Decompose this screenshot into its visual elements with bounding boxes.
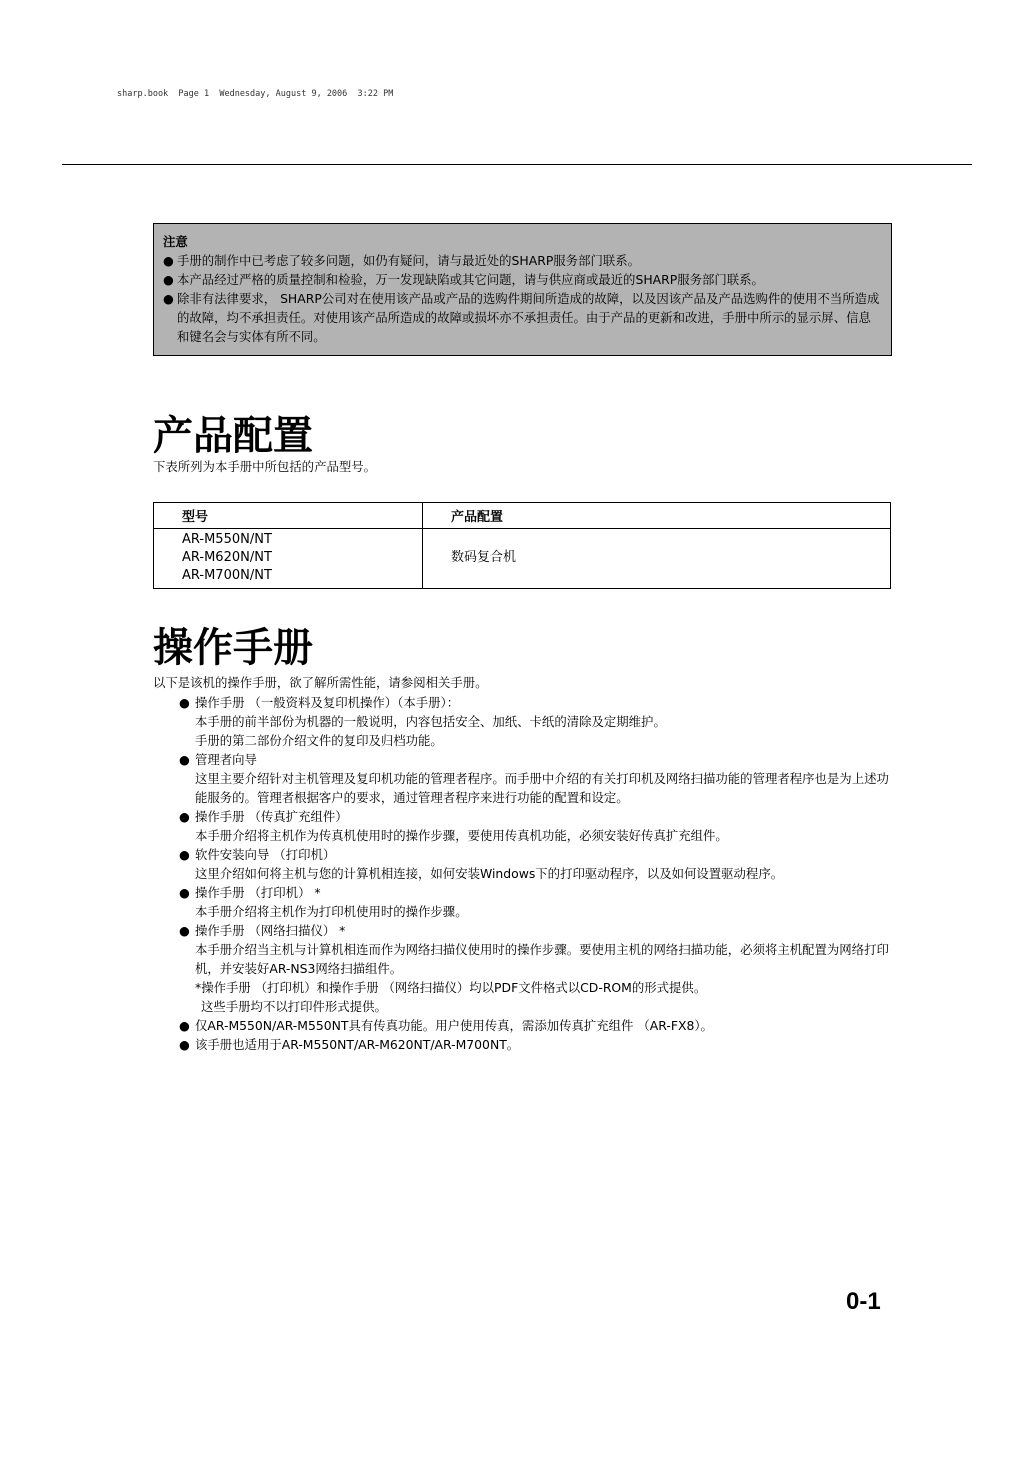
- model-name: AR-M620N/NT: [182, 550, 272, 565]
- notice-item: [163, 289, 883, 346]
- list-item: [179, 883, 891, 902]
- config-intro: 下表所列为本手册中所包括的产品型号。: [153, 459, 377, 474]
- notice-title: 注意: [163, 234, 188, 249]
- list-item: [179, 750, 891, 769]
- book-header-meta: sharp.book Page 1 Wednesday, August 9, 2006 3:22 PM: [117, 89, 394, 99]
- bullet-icon: ●: [179, 923, 190, 938]
- notice-box: [153, 223, 892, 356]
- manual-title: 操作手册 （网络扫描仪） *: [195, 923, 346, 938]
- manual-description: 本手册介绍将主机作为传真机使用时的操作步骤，要使用传真机功能，必须安装好传真扩充组件。: [195, 828, 728, 843]
- manual-title: 操作手册 （一般资料及复印机操作）（本手册）：: [195, 695, 460, 710]
- column-header-config: 产品配置: [423, 503, 891, 529]
- notice-item-text: 本产品经过严格的质量控制和检验，万一发现缺陷或其它问题，请与供应商或最近的SHARP服务部门联系。: [177, 272, 764, 287]
- notice-item-text: 除非有法律要求， SHARP公司对在使用该产品或产品的选购件期间所造成的故障，以及因该产品及产品选购件的使用不当所造成的故障，均不承担责任。对使用该产品所造成的故障或损坏亦不承担责任。由于产品的更新和改进，手册中所示的显示屏、信息和键名会与实体有所不同。: [177, 291, 880, 344]
- list-item: [179, 1016, 891, 1035]
- manual-title: 操作手册 （传真扩充组件）: [195, 809, 348, 824]
- bullet-icon: ●: [179, 752, 190, 767]
- manual-description: 本手册介绍当主机与计算机相连而作为网络扫描仪使用时的操作步骤。要使用主机的网络扫描功能，必须将主机配置为网络打印机，并安装好AR-NS3网络扫描组件。: [195, 942, 889, 976]
- model-name: AR-M550N/NT: [182, 532, 272, 547]
- bullet-icon: ●: [179, 1037, 190, 1052]
- manual-description: 本手册的前半部份为机器的一般说明，内容包括安全、加纸、卡纸的清除及定期维护。: [195, 714, 666, 729]
- model-table: [153, 502, 891, 589]
- bullet-icon: ●: [179, 847, 190, 862]
- list-item: [179, 807, 891, 826]
- manual-title: 管理者向导: [195, 752, 257, 767]
- configuration-cell: 数码复合机: [423, 529, 891, 589]
- bullet-icon: ●: [179, 1018, 190, 1033]
- model-list-cell: [154, 529, 423, 589]
- notice-item: [163, 251, 883, 270]
- list-item: [179, 1035, 891, 1054]
- manual-description: 本手册介绍将主机作为打印机使用时的操作步骤。: [195, 904, 468, 919]
- manuals-intro: 以下是该机的操作手册，欲了解所需性能，请参阅相关手册。: [153, 675, 488, 690]
- bullet-icon: ●: [163, 291, 174, 306]
- notice-item-text: 手册的制作中已考虑了较多问题，如仍有疑问，请与最近处的SHARP服务部门联系。: [177, 253, 641, 268]
- manual-description: 手册的第二部份介绍文件的复印及归档功能。: [195, 733, 443, 748]
- bullet-icon: ●: [179, 885, 190, 900]
- bullet-icon: ●: [179, 809, 190, 824]
- bullet-icon: ●: [163, 272, 174, 287]
- bullet-icon: ●: [163, 253, 174, 268]
- header-rule: [62, 164, 972, 165]
- manuals-list: [179, 693, 891, 1054]
- bullet-icon: ●: [179, 695, 190, 710]
- column-header-model: 型号: [154, 503, 423, 529]
- table-row: [154, 529, 891, 589]
- manuals-heading: 操作手册: [153, 625, 313, 671]
- notice-item: [163, 270, 883, 289]
- list-item: [179, 845, 891, 864]
- page-number: 0-1: [846, 1288, 881, 1315]
- extra-note: 该手册也适用于AR-M550NT/AR-M620NT/AR-M700NT。: [195, 1037, 520, 1052]
- pdf-format-note: *操作手册 （打印机）和操作手册 （网络扫描仪）均以PDF文件格式以CD-ROM的形式提供。: [195, 980, 707, 995]
- list-item: [179, 693, 891, 712]
- manual-title: 软件安装向导 （打印机）: [195, 847, 336, 862]
- list-item: [179, 921, 891, 940]
- manual-description: 这里介绍如何将主机与您的计算机相连接，如何安装Windows下的打印驱动程序，以及如何设置驱动程序。: [195, 866, 784, 881]
- pdf-format-note: 这些手册均不以打印件形式提供。: [201, 999, 387, 1014]
- manual-title: 操作手册 （打印机） *: [195, 885, 321, 900]
- extra-note: 仅AR-M550N/AR-M550NT具有传真功能。用户使用传真，需添加传真扩充组件 （AR-FX8）。: [195, 1018, 713, 1033]
- manual-description: 这里主要介绍针对主机管理及复印机功能的管理者程序。而手册中介绍的有关打印机及网络扫描功能的管理者程序也是为上述功能服务的。管理者根据客户的要求，通过管理者程序来进行功能的配置和设定。: [195, 771, 889, 805]
- table-header-row: [154, 503, 891, 529]
- config-heading: 产品配置: [153, 413, 313, 459]
- model-name: AR-M700N/NT: [182, 568, 272, 583]
